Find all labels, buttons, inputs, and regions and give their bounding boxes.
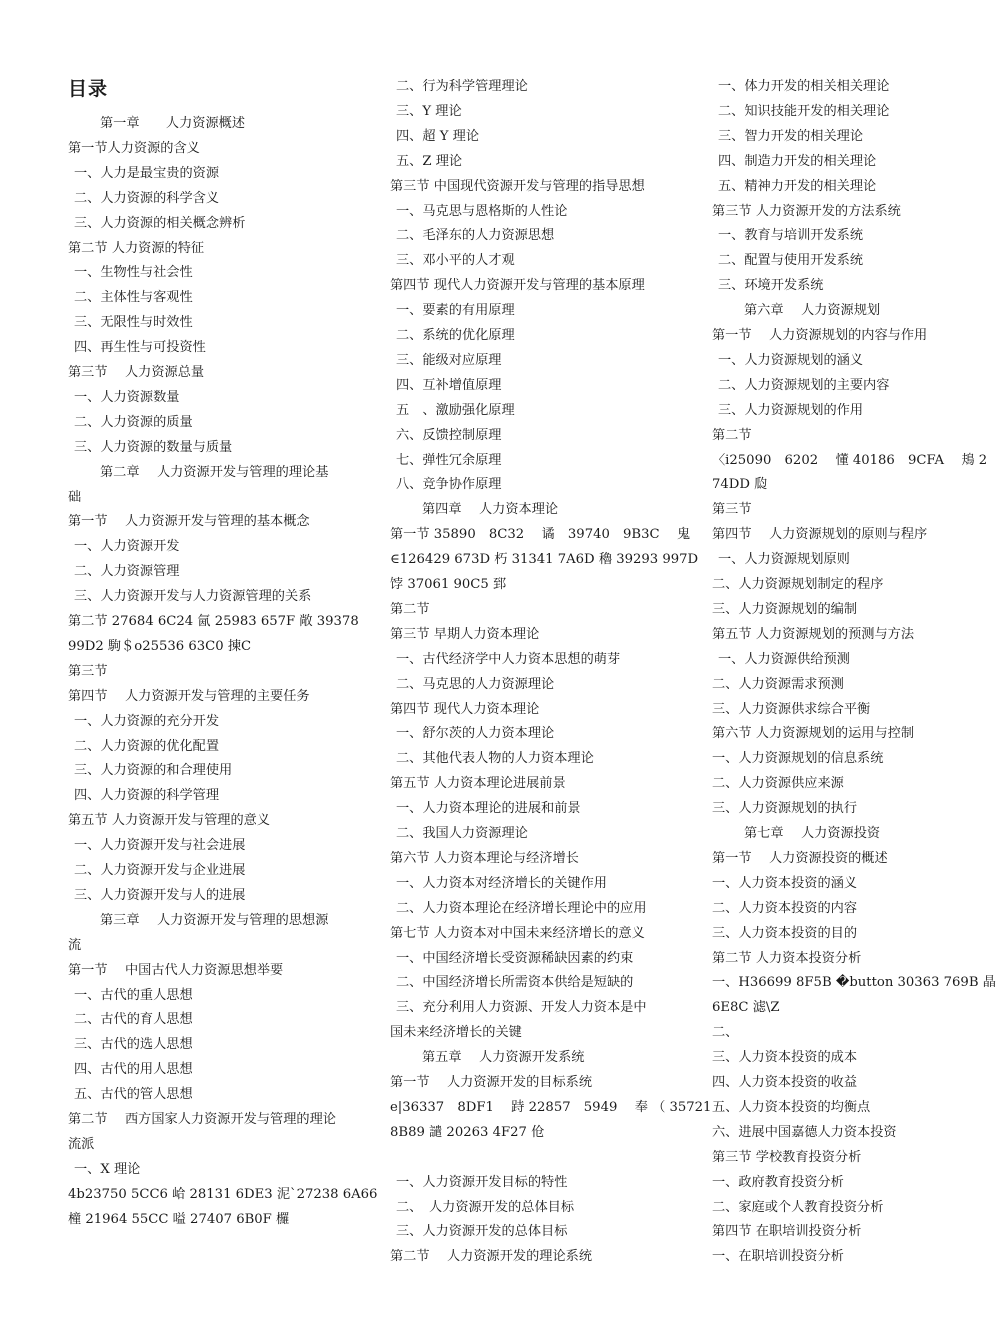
toc-line: 4b23750 5CC6 峆 28131 6DE3 泥`27238 6A66 (68, 1186, 378, 1202)
toc-line: 二、系统的优化原理 (396, 328, 515, 343)
toc-line: 八、竞争协作原理 (396, 477, 502, 493)
toc-line: 五、精神力开发的相关理论 (718, 178, 877, 194)
toc-line: 第五节 人力资本理论进展前景 (390, 776, 566, 792)
toc-line: 第一节 中国古代人力资源思想举要 (68, 962, 284, 978)
toc-line: 一、体力开发的相关相关理论 (718, 79, 890, 94)
toc-line: 三、人力资源的和合理使用 (74, 763, 233, 779)
toc-line: 二、人力资源的质量 (74, 414, 193, 430)
toc-line: 一、人力资源开发与社会进展 (74, 838, 246, 854)
toc-line: 第一节 人力资源开发的目标系统 (390, 1075, 593, 1090)
toc-line: 四、互补增值原理 (396, 377, 502, 393)
toc-line: 二、中国经济增长所需资本供给是短缺的 (396, 975, 634, 991)
toc-line: 二、 人力资源开发的总体目标 (396, 1199, 575, 1215)
toc-line: 三、人力资源的数量与质量 (74, 439, 233, 455)
toc-line: 二、古代的育人思想 (74, 1012, 193, 1028)
toc-line: 二、人力资本投资的内容 (712, 900, 858, 916)
toc-line: 一、人力是最宝贵的资源 (74, 165, 220, 181)
toc-line: 第三节 (68, 663, 108, 679)
toc-line: 二、人力资源开发与企业进展 (74, 863, 246, 878)
toc-line: 第二章 人力资源开发与管理的理论基 (100, 464, 329, 480)
toc-line: 第六章 人力资源规划 (744, 303, 881, 319)
toc-line: 6E8C 滤\Z (712, 1000, 780, 1016)
toc-line: 一、要素的有用原理 (396, 303, 515, 319)
toc-line: 第二节 人力资源开发的理论系统 (390, 1249, 593, 1265)
toc-line: 二、主体性与客观性 (74, 290, 193, 306)
document-title: 目录 (68, 78, 109, 100)
toc-line: 三、环境开发系统 (718, 278, 824, 294)
toc-line: 五 、激励强化原理 (396, 402, 515, 418)
toc-line: 第二节 西方国家人力资源开发与管理的理论 (68, 1112, 336, 1127)
toc-line: 二、人力资本理论在经济增长理论中的应用 (396, 900, 647, 916)
toc-line: 一、古代的重人思想 (74, 987, 193, 1003)
toc-line: 三、人力资本投资的目的 (712, 925, 858, 941)
toc-line: 二、 (712, 1025, 739, 1041)
toc-line: 六、进展中国嘉德人力资本投资 (712, 1124, 897, 1140)
toc-line: 六、反馈控制原理 (396, 427, 502, 443)
toc-line: 二、家庭或个人教育投资分析 (712, 1199, 884, 1215)
toc-line: 三、无限性与时效性 (74, 315, 193, 331)
toc-line: 三、人力资本投资的成本 (712, 1050, 858, 1066)
toc-line: 础 (68, 489, 82, 505)
toc-line: 一、生物性与社会性 (74, 265, 193, 281)
toc-line: 8B89 譴 20263 4F27 伧 (390, 1124, 545, 1140)
toc-line: 一、古代经济学中人力资本思想的萌芽 (396, 651, 621, 667)
toc-line: 一、H36699 8F5B �button 30363 769B 晶 (712, 975, 996, 991)
toc-line: e|36337 8DF1 跱 22857 5949 奉 （ 35721 (390, 1099, 712, 1115)
toc-line: 一、在职培训投资分析 (712, 1249, 844, 1265)
toc-line: 第一节人力资源的含义 (68, 140, 200, 156)
toc-line: 三、人力资源规划的编制 (712, 601, 858, 617)
toc-line: 第七节 人力资本对中国未来经济增长的意义 (390, 925, 645, 941)
toc-line: 二、马克思的人力资源理论 (396, 676, 555, 692)
toc-line: 一、政府教育投资分析 (712, 1174, 844, 1190)
toc-line: 第四节 在职培训投资分析 (712, 1224, 862, 1240)
toc-line: 第五节 人力资源规划的预测与方法 (712, 626, 915, 642)
toc-line: 一、马克思与恩格斯的人性论 (396, 203, 568, 219)
toc-line: 二、毛泽东的人力资源思想 (396, 228, 555, 244)
toc-line: 第三节 学校教育投资分析 (712, 1149, 862, 1165)
toc-line: 四、人力资源的科学管理 (74, 788, 220, 804)
toc-line: 橦 21964 55CC 嗌 27407 6B0F 欏 (68, 1211, 290, 1227)
toc-line: 三、古代的选人思想 (74, 1037, 193, 1053)
toc-line: 第四节 现代人力资本理论 (390, 701, 540, 717)
toc-line: 五、人力资本投资的均衡点 (712, 1099, 871, 1115)
toc-line: 二、人力资源供应来源 (712, 776, 844, 792)
toc-line: 一、人力资本对经济增长的关键作用 (396, 875, 607, 891)
toc-line: 一、人力资源供给预测 (718, 651, 850, 667)
toc-line: 三、能级对应原理 (396, 352, 502, 368)
toc-line: 一、人力资源开发目标的特性 (396, 1174, 568, 1190)
toc-line: 四、再生性与可投资性 (74, 340, 206, 356)
toc-line: 二、配置与使用开发系统 (718, 253, 864, 269)
toc-line: 一、人力资源开发 (74, 539, 180, 555)
toc-line: 三、人力资源开发的总体目标 (396, 1224, 568, 1240)
toc-line: 流 (68, 937, 82, 953)
toc-line: 三、人力资源供求综合平衡 (712, 701, 871, 717)
toc-line: 第五章 人力资源开发系统 (422, 1050, 585, 1066)
toc-line: 第三节 人力资源总量 (68, 365, 205, 380)
toc-line: 第三节 早期人力资本理论 (390, 626, 540, 642)
toc-line: 四、人力资本投资的收益 (712, 1075, 858, 1090)
toc-line: 99D2 駒＄o25536 63C0 揀C (68, 638, 252, 654)
toc-line: 三、邓小平的人才观 (396, 253, 515, 269)
toc-line: 三、人力资源规划的执行 (712, 801, 858, 817)
toc-line: 四、古代的用人思想 (74, 1062, 193, 1078)
toc-line: 第二节 (712, 427, 752, 443)
toc-line: 第二节 27684 6C24 氤 25983 657F 敞 39378 (68, 614, 359, 629)
toc-line: 七、弹性冗余原理 (396, 452, 502, 468)
toc-line: 三、人力资源开发与人力资源管理的关系 (74, 589, 312, 605)
toc-line: 一、人力资源规划原则 (718, 552, 850, 568)
toc-line: 二、知识技能开发的相关理论 (718, 103, 890, 119)
toc-line: 第三节 人力资源开发的方法系统 (712, 203, 901, 219)
toc-line: 第七章 人力资源投资 (744, 826, 881, 841)
toc-line: 五、Z 理论 (396, 153, 463, 169)
toc-line: 二、其他代表人物的人力资本理论 (396, 751, 594, 767)
toc-line: 一、人力资本投资的涵义 (712, 875, 858, 891)
toc-line: 第六节 人力资本理论与经济增长 (390, 850, 579, 866)
toc-line: 第三节 中国现代资源开发与管理的指导思想 (390, 178, 645, 194)
toc-line: 三、充分利用人力资源、开发人力资本是中 (396, 1000, 647, 1016)
toc-line: 二、人力资源需求预测 (712, 676, 844, 692)
toc-line: 三、人力资源规划的作用 (718, 402, 864, 418)
toc-line: 第三节 (712, 502, 752, 518)
toc-line: 第二节 人力资本投资分析 (712, 950, 862, 966)
toc-line: 〈i25090 6202 懂 40186 9CFA 鳺 2 (712, 452, 988, 468)
toc-line: 一、人力资本理论的进展和前景 (396, 801, 581, 817)
toc-line: 一、人力资源规划的涵义 (718, 352, 864, 368)
toc-line: 第四章 人力资本理论 (422, 502, 559, 518)
toc-line: 第一节 人力资源开发与管理的基本概念 (68, 514, 310, 530)
toc-line: 第一章 人力资源概述 (100, 116, 246, 131)
toc-line: 一、人力资源规划的信息系统 (712, 751, 884, 767)
toc-line: 第二节 人力资源的特征 (68, 240, 205, 256)
toc-line: 二、人力资源管理 (74, 564, 180, 580)
toc-line: 一、中国经济增长受资源稀缺因素的约束 (396, 950, 634, 966)
toc-line: 三、Y 理论 (396, 103, 462, 119)
toc-line: 第一节 人力资源投资的概述 (712, 850, 888, 866)
toc-line: 第五节 人力资源开发与管理的意义 (68, 813, 271, 829)
toc-line: 一、人力资源的充分开发 (74, 713, 220, 729)
toc-line: 四、超 Y 理论 (396, 128, 480, 144)
toc-line: 流派 (68, 1136, 95, 1152)
toc-line: 第四节 现代人力资源开发与管理的基本原理 (390, 278, 645, 294)
toc-line: 第一节 人力资源规划的内容与作用 (712, 328, 928, 343)
toc-line: 二、行为科学管理理论 (396, 79, 528, 94)
toc-line: 二、人力资源的优化配置 (74, 738, 220, 754)
toc-line: 五、古代的管人思想 (74, 1087, 193, 1103)
toc-line: 第二节 (390, 601, 430, 617)
toc-line: 二、人力资源规划制定的程序 (712, 577, 884, 592)
toc-line: 二、我国人力资源理论 (396, 826, 528, 841)
toc-line: 饽 37061 90C5 郅 (390, 577, 507, 592)
toc-line: 第六节 人力资源规划的运用与控制 (712, 726, 915, 742)
toc-line: 三、智力开发的相关理论 (718, 128, 864, 144)
toc-line: 四、制造力开发的相关理论 (718, 153, 877, 169)
toc-line: 三、人力资源的相关概念辨析 (74, 215, 246, 231)
toc-line: 一、舒尔茨的人力资本理论 (396, 726, 555, 742)
toc-line: 国未来经济增长的关键 (390, 1025, 522, 1041)
toc-line: 第四节 人力资源开发与管理的主要任务 (68, 688, 310, 704)
toc-line: 第一节 35890 8C32 谲 39740 9B3C 鬼 (390, 527, 691, 543)
toc-line: 一、X 理论 (74, 1161, 141, 1177)
toc-line: 74DD 瓝 (712, 477, 768, 493)
toc-line: 第四节 人力资源规划的原则与程序 (712, 527, 928, 543)
toc-line: 三、人力资源开发与人的进展 (74, 887, 246, 903)
toc-line: 第三章 人力资源开发与管理的思想源 (100, 912, 329, 928)
toc-line: ∈126429 673D 朽 31341 7A6D 穭 39293 997D (390, 552, 699, 568)
toc-line: 二、人力资源的科学含义 (74, 190, 220, 206)
toc-line: 一、教育与培训开发系统 (718, 228, 864, 244)
toc-line: 二、人力资源规划的主要内容 (718, 377, 890, 393)
toc-line: 一、人力资源数量 (74, 389, 180, 405)
